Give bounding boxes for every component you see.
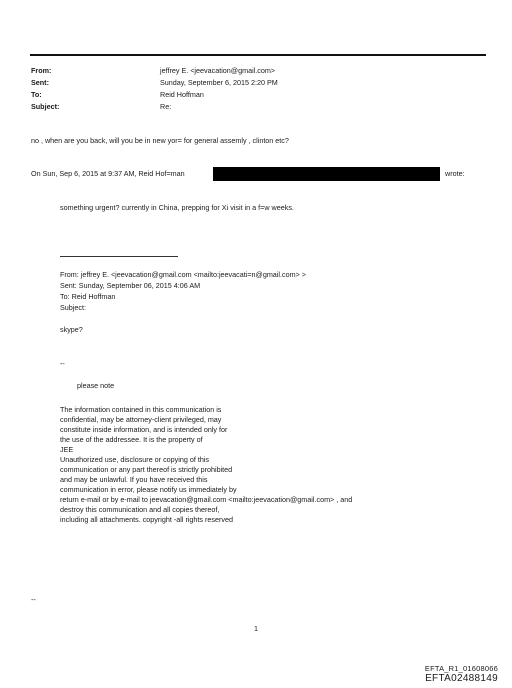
- original-body: skype?: [60, 325, 83, 334]
- disclaimer-line: constitute inside information, and is intended only for: [60, 425, 228, 434]
- disclaimer-line: JEE: [60, 445, 74, 454]
- disclaimer-line: Unauthorized use, disclosure or copying of this: [60, 455, 210, 464]
- quote-intro-prefix: On Sun, Sep 6, 2015 at 9:37 AM, Reid Hof=man: [31, 169, 185, 178]
- original-to-line: To: Reid Hoffman: [60, 292, 116, 301]
- to-label: To:: [31, 90, 42, 99]
- original-from-line: From: jeffrey E. <jeevacation@gmail.com <mailto:jeevacati=n@gmail.com> >: [60, 270, 306, 279]
- disclaimer-line: destroy this communication and all copies thereof,: [60, 505, 220, 514]
- original-subject-line: Subject:: [60, 303, 86, 312]
- bates-stamp-primary: EFTA_R1_01608066: [424, 664, 498, 673]
- signature-separator: --: [60, 359, 65, 368]
- disclaimer-line: The information contained in this communication is: [60, 405, 222, 414]
- disclaimer-line: and may be unlawful. If you have received this: [60, 475, 208, 484]
- disclaimer-line: the use of the addressee. It is the property of: [60, 435, 203, 444]
- from-value: jeffrey E. <jeevacation@gmail.com>: [160, 66, 276, 75]
- quote-separator-rule: [60, 256, 178, 257]
- to-value: Reid Hoffman: [160, 90, 204, 99]
- disclaimer-line: communication or any part thereof is strictly prohibited: [60, 465, 233, 474]
- original-sent-line: Sent: Sunday, September 06, 2015 4:06 AM: [60, 281, 201, 290]
- subject-label: Subject:: [31, 102, 60, 111]
- message-body: no , when are you back, will you be in new yor= for general assemly , clinton etc?: [31, 136, 289, 145]
- disclaimer-line: including all attachments. copyright -all rights reserved: [60, 515, 233, 524]
- redaction-bar: [213, 167, 440, 181]
- from-label: From:: [31, 66, 52, 75]
- disclaimer-line: return e-mail or by e-mail to jeevacation@gmail.com <mailto:jeevacation@gmail.com> , and: [60, 495, 353, 504]
- disclaimer-line: confidential, may be attorney-client privileged, may: [60, 415, 222, 424]
- footer-separator: --: [31, 595, 36, 604]
- sent-value: Sunday, September 6, 2015 2:20 PM: [160, 78, 278, 87]
- header-rule: [30, 54, 486, 56]
- sent-label: Sent:: [31, 78, 49, 87]
- reply-body: something urgent? currently in China, prepping for Xi visit in a f=w weeks.: [60, 203, 294, 212]
- please-note: please note: [77, 381, 115, 390]
- disclaimer-line: communication in error, please notify us immediately by: [60, 485, 237, 494]
- quote-intro-suffix: wrote:: [445, 169, 465, 178]
- page-number: 1: [254, 624, 258, 633]
- bates-stamp-secondary: EFTA02488149: [425, 673, 498, 684]
- subject-value: Re:: [160, 102, 172, 111]
